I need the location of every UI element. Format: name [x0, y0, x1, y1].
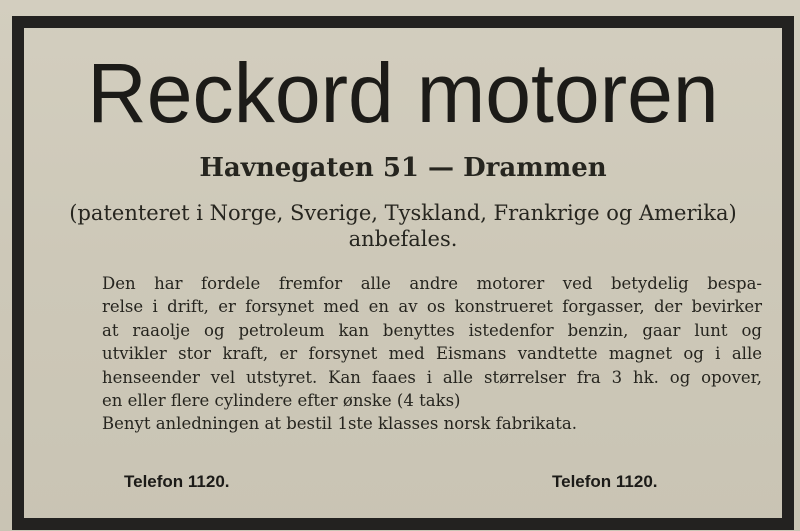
ad-address: Havnegaten 51 — Drammen — [199, 153, 607, 183]
phone-right: Telefon 1120. — [552, 472, 658, 491]
ad-recommend: anbefales. — [348, 227, 458, 251]
ad-headline: Reckord motoren — [87, 46, 719, 140]
phone-left: Telefon 1120. — [124, 472, 230, 491]
body-line: Den har fordele fremfor alle andre motorer ved betydelig bespa- — [102, 274, 762, 293]
body-line: at raaolje og petroleum kan benyttes istedenfor benzin, gaar lunt og — [102, 320, 762, 340]
ad-patent-note: (patenteret i Norge, Sverige, Tyskland, Frankrige og Amerika) — [69, 201, 737, 225]
body-line: utvikler stor kraft, er forsynet med Eismans vandtette magnet og i alle — [102, 344, 762, 364]
body-line: Benyt anledningen at bestil 1ste klasses norsk fabrikata. — [102, 414, 577, 434]
body-line: henseender vel utstyret. Kan faaes i alle størrelser fra 3 hk. og opover, — [102, 367, 762, 387]
body-line: relse i drift, er forsynet med en av os konstrueret forgasser, der bevirker — [102, 297, 762, 317]
ad-body-text — [102, 272, 762, 436]
body-line: en eller flere cylindere efter ønske (4 taks) — [102, 391, 461, 411]
advertisement-border — [12, 16, 794, 530]
advertisement — [24, 28, 782, 518]
